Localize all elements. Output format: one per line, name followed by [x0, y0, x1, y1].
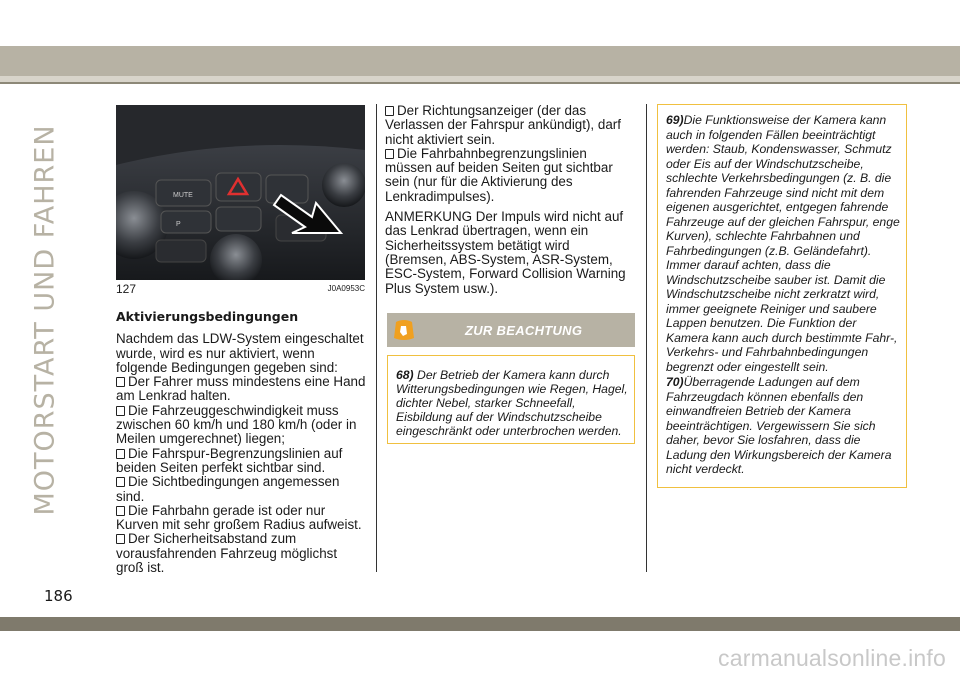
warning-ref: 68) [396, 368, 414, 382]
condition-item: Die Fahrbahnbegrenzungslinien müssen auf beiden Seiten gut sichtbar sein (nur für die Aktivierung des Lenkradimpulses). [385, 145, 613, 204]
figure-caption [116, 282, 365, 296]
checkbox-bullet-icon [116, 377, 125, 387]
page-number: 186 [44, 587, 73, 605]
condition-item: Der Richtungsanzeiger (der das Verlassen der Fahrspur ankündigt), darf nicht aktiviert sein. [385, 103, 621, 147]
figure-code: J0A0953C [327, 284, 365, 293]
condition-item: Die Sichtbedingungen angemessen sind. [116, 474, 340, 504]
condition-item: Die Fahrzeuggeschwindigkeit muss zwischen 60 km/h und 180 km/h (oder in Meilen umgerechnet) liegen; [116, 402, 357, 447]
top-band [0, 0, 960, 46]
condition-item: Der Sicherheitsabstand zum vorausfahrenden Fahrzeug möglichst groß ist. [116, 531, 338, 576]
watermark: carmanualsonline.info [718, 645, 946, 671]
checkbox-bullet-icon [385, 149, 394, 159]
note-ref: 69) [666, 113, 684, 127]
header-rule [0, 82, 960, 84]
park-label: P [176, 221, 181, 228]
checkbox-bullet-icon [385, 106, 394, 116]
notes-box [657, 104, 907, 488]
note-ref: 70) [666, 375, 684, 389]
column-divider-2 [646, 104, 647, 572]
note-text: Überragende Ladungen auf dem Fahrzeugdach können ebenfalls den einwandfreien Betrieb der Kamera beeinträchtigen. Vergewissern Sie sich daher, bevor Sie losfahren, dass die Ladung den Wirkungsbereich der Kamera nicht verdeckt. [666, 375, 892, 476]
figure-number: 127 [116, 282, 137, 296]
note-item [666, 113, 900, 374]
note-paragraph: ANMERKUNG Der Impuls wird nicht auf das Lenkrad übertragen, wenn ein Sicherheitssystem betätigt wird (Bremsen, ABS-System, ASR-System, ESC-System, Forward Collision Warning Plus System usw.). [385, 209, 626, 296]
dashboard-controls-image [116, 105, 365, 280]
warning-box [387, 355, 635, 444]
ac-button [156, 240, 206, 262]
checkbox-bullet-icon [116, 506, 125, 516]
hazard-button [216, 173, 261, 201]
figure-photo [116, 105, 365, 280]
condition-item: Der Fahrer muss mindestens eine Hand am Lenkrad halten. [116, 374, 366, 404]
column-divider-1 [376, 104, 377, 572]
control-button [216, 207, 261, 231]
column-2-text [385, 104, 635, 296]
activation-conditions-section [116, 310, 368, 575]
note-item [666, 375, 900, 477]
chapter-side-title [10, 100, 80, 540]
condition-item: Die Fahrspur-Begrenzungslinien auf beiden Seiten perfekt sichtbar sind. [116, 445, 343, 475]
warning-hand-icon [393, 318, 415, 342]
park-button [161, 211, 211, 233]
note-text: Die Funktionsweise der Kamera kann auch in folgenden Fällen beeinträchtigt werden: Staub, Kondenswasser, Schmutz oder Eis auf der Windschutzscheibe, schlechte Verkehrsbedingungen (z. B. die fahrenden Fahrzeuge sind nicht mit dem eigenen ausgerichtet, entgegen fahrende Fahrzeuge auf der gleichen Fahrspur, enge Kurven), schlechte Fahrbahnen und Fahrbedingungen (z.B. Geländefahrt). Immer darauf achten, dass die Windschutzscheibe sauber ist. Damit die Windschutzscheibe nicht zerkratzt wird, immer geeignete Reiniger und saubere Lappen benutzen. Die Funktion der Kamera kann auch durch bestimmte Fahr-, Verkehrs- und Fahrbahnbedingungen begrenzt oder eingestellt sein. [666, 113, 900, 374]
volume-knob [322, 163, 365, 207]
warning-text: Der Betrieb der Kamera kann durch Witterungsbedingungen wie Regen, Hagel, dichter Nebel, starker Schneefall, Eisbildung auf der Windschutzscheibe eingeschränkt oder unterbrochen werden. [396, 368, 628, 438]
checkbox-bullet-icon [116, 406, 125, 416]
checkbox-bullet-icon [116, 534, 125, 544]
condition-item: Die Fahrbahn gerade ist oder nur Kurven mit sehr großem Radius aufweist. [116, 502, 362, 533]
header-stripe [0, 46, 960, 76]
section-heading: Aktivierungsbedingungen [116, 309, 299, 324]
checkbox-bullet-icon [116, 449, 125, 459]
section-intro: Nachdem das LDW-System eingeschaltet wurde, wird es nur aktiviert, wenn folgende Bedingungen gegeben sind: [116, 331, 364, 375]
mute-label: MUTE [173, 192, 193, 199]
warning-title: ZUR BEACHTUNG [465, 323, 583, 338]
checkbox-bullet-icon [116, 477, 125, 487]
footer-stripe [0, 617, 960, 631]
chapter-title-text: MOTORSTART UND FAHREN [29, 124, 61, 516]
warning-header [387, 313, 635, 347]
